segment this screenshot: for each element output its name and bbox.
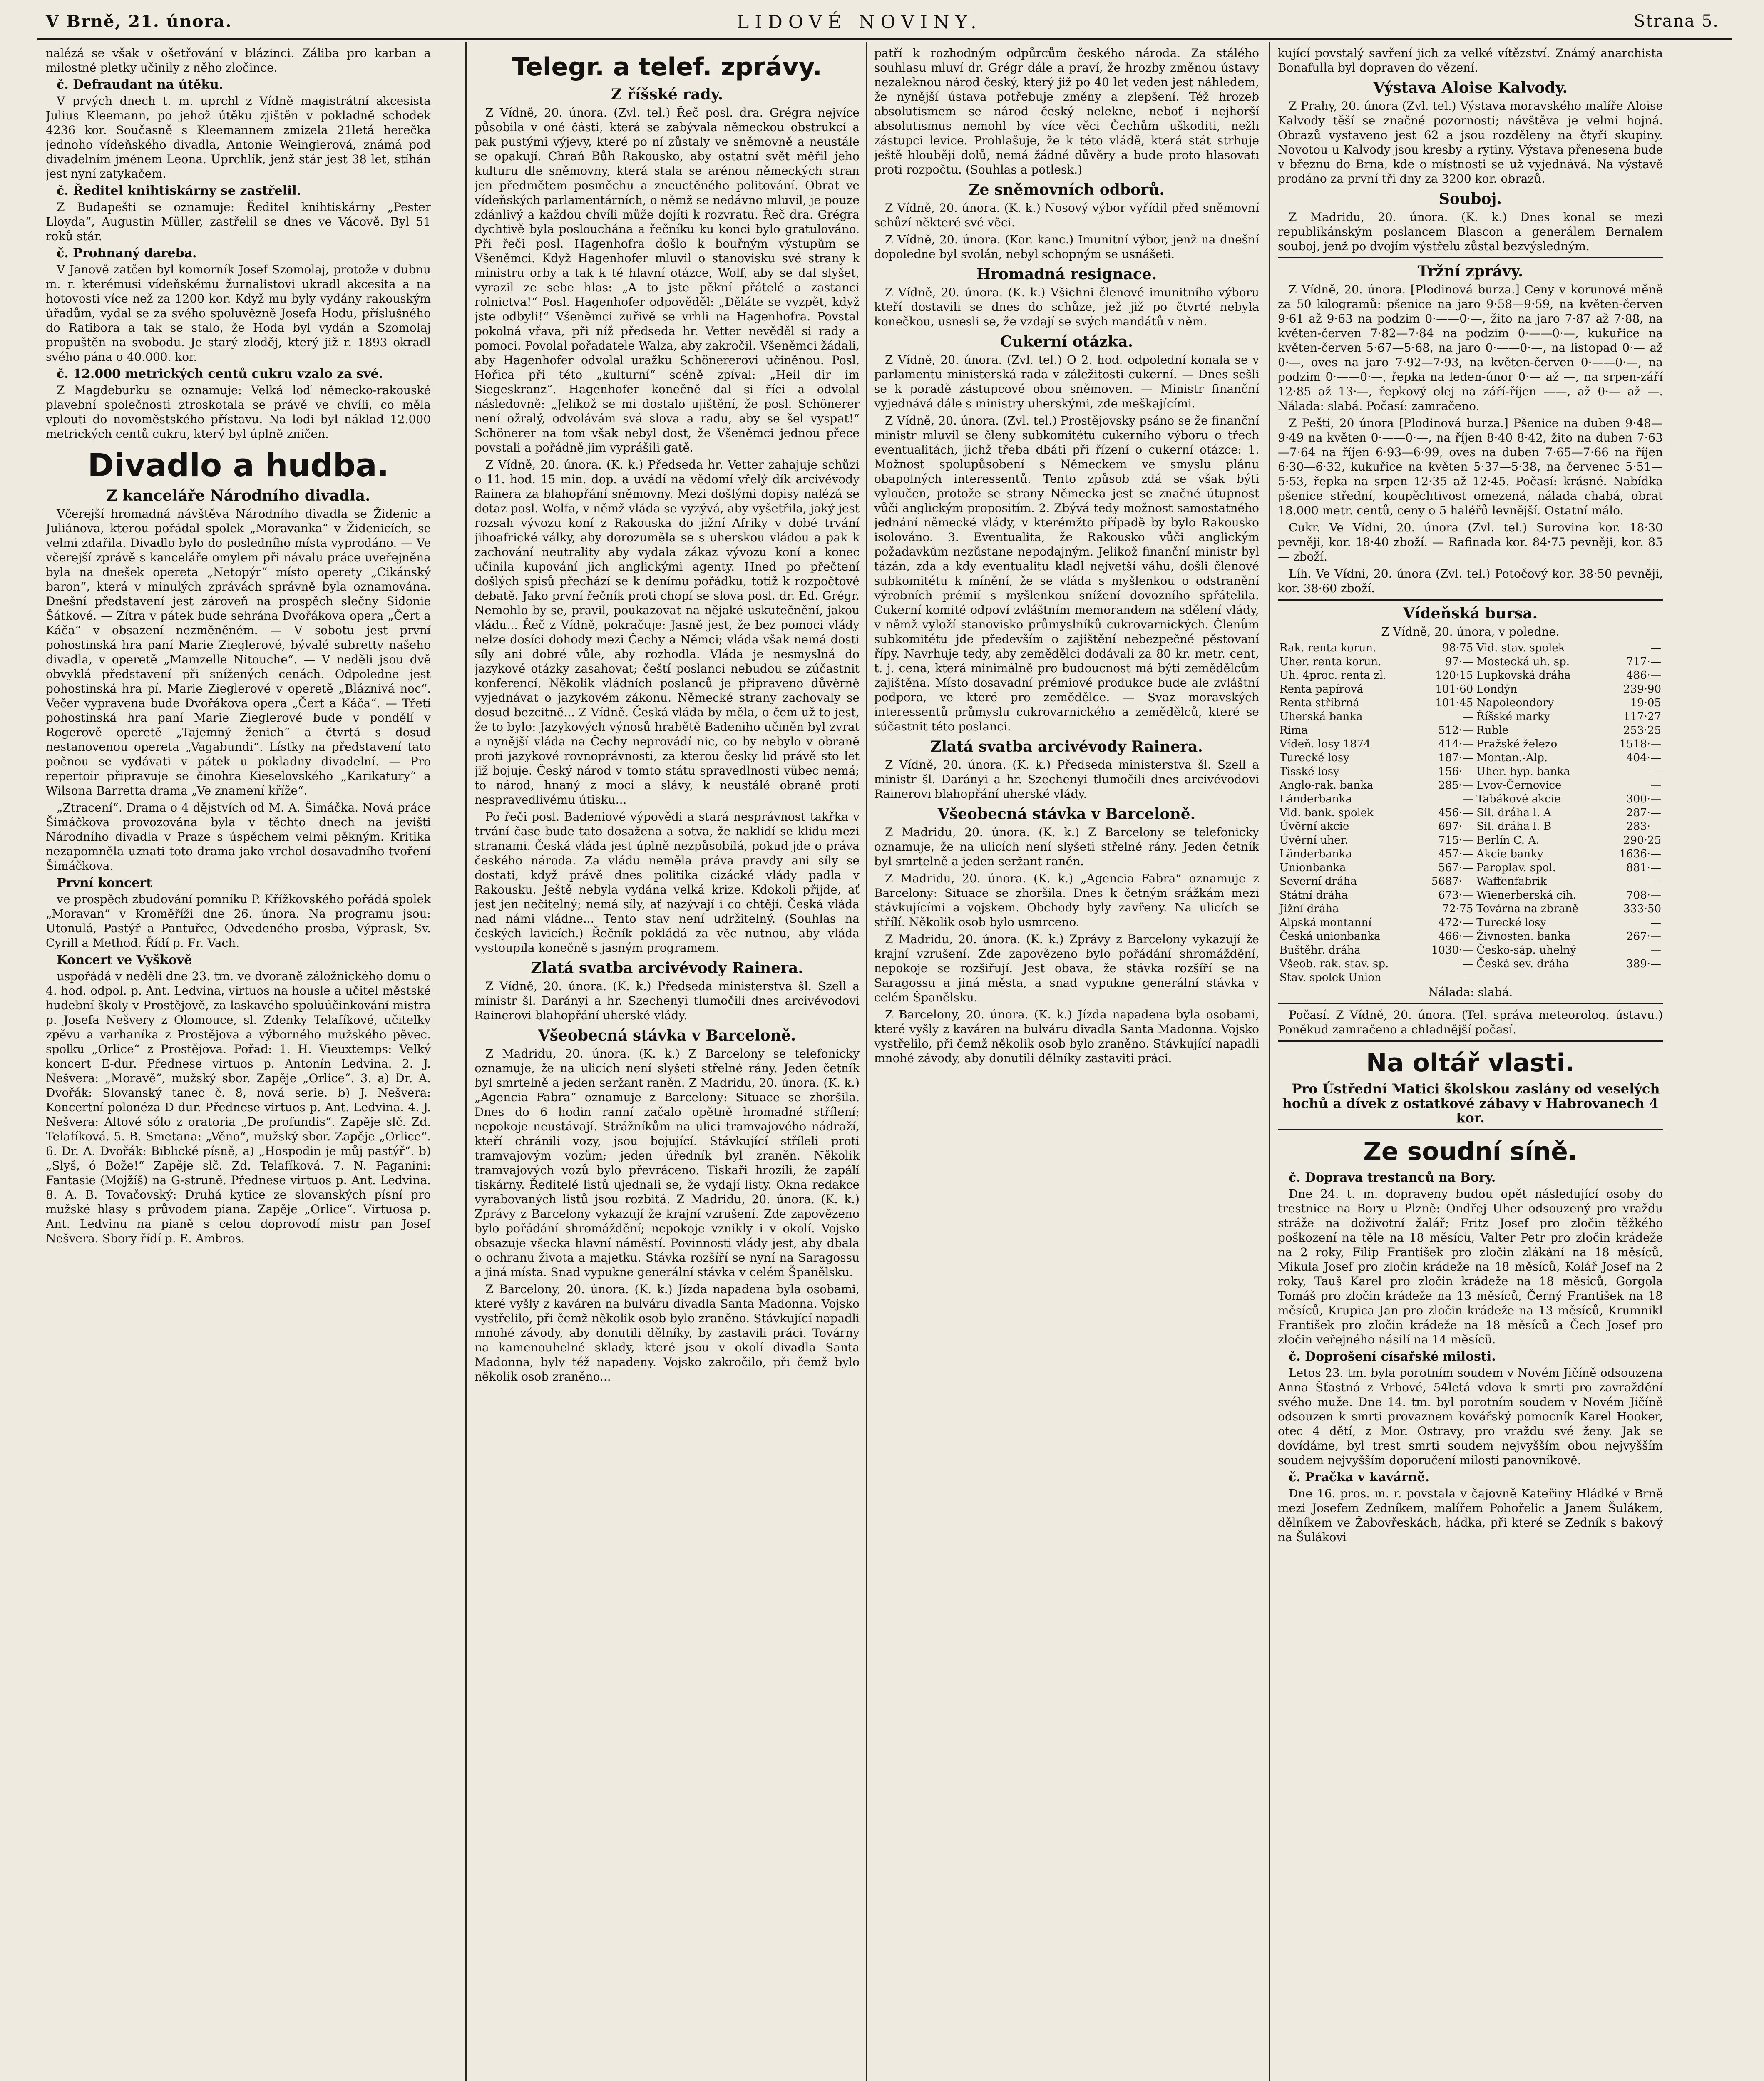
subsection-title: Všeobecná stávka v Barceloně. (538, 1027, 796, 1044)
bourse-dateline: Z Vídně, 20. února, v poledne. (1381, 625, 1560, 638)
newspaper-title: LIDOVÉ NOVINY. (737, 12, 982, 33)
bourse-security: Stav. spolek Union (1280, 971, 1381, 984)
bourse-price: 101·45 (1435, 697, 1473, 709)
subsection-title: Zlatá svatba arcivévody Rainera. (531, 959, 803, 977)
column-2 (475, 46, 860, 2081)
article-text: „Ztracení“. Drama o 4 dějstvích od M. A. Šimáčka. Nová práce Šimáčkova provozována byla v těchto dnech na jevišti Národního divadla v Praze s úspěchem velmi pěkným. Kritika nezapomněla uznati toto drama jako vrchol dosavadního tvoření Šimáčkova. (46, 801, 431, 873)
bourse-row (1278, 683, 1663, 696)
bourse-security: Severní dráha (1280, 875, 1357, 888)
bourse-price: 472·— (1438, 916, 1473, 929)
subsection-title: Vídeňská bursa. (1403, 605, 1538, 622)
bourse-row (1278, 710, 1663, 724)
article-continuation: kující povstalý savření jich za velké vítězství. Známý anarchista Bonafulla byl dopraven do vězení. (1278, 46, 1663, 74)
bourse-row (1278, 875, 1663, 889)
article-text: Z Vídně, 20. února. (K. k.) Předseda ministerstva šl. Szell a ministr šl. Darányi a hr. Szechenyi tlumočili dnes arcivévodovi Rainerovi blahopřání uherské vlády. (475, 979, 860, 1022)
bourse-price: 72·75 (1442, 903, 1473, 915)
bourse-security: Turecké losy (1280, 752, 1349, 764)
bourse-security: Rima (1280, 724, 1308, 737)
bourse-security: Státní dráha (1280, 889, 1348, 901)
bourse-price: 715·— (1438, 834, 1473, 847)
bourse-security: Ruble (1476, 724, 1508, 737)
bourse-price: 717·— (1626, 656, 1661, 668)
bourse-row (1278, 792, 1663, 806)
article-headline: č. Defraudant na útěku. (57, 77, 224, 92)
subsection-title: Všeobecná stávka v Barceloně. (937, 805, 1196, 823)
bourse-row (1278, 765, 1663, 779)
bourse-price: 117·27 (1623, 710, 1661, 723)
bourse-price: 512·— (1438, 724, 1473, 737)
article-text: Z Madridu, 20. února. (K. k.) Z Barcelony se telefonicky oznamuje, že na ulicích není slyšeti střelné rány. Jeden četník byl smrtelně a jeden seržant raněn. Z Madridu, 20. února. (K. k.) „Agencia Fabra“ oznamuje z Barcelony: Situace se zhoršila. Dnes do 6 hodin ranní začalo opětně hromadné střílení; nepokoje neustávají. Strážníkům na ulici tramvajového nádraží, kteří chránili vozy, jsou bojující. Stávkující stříleli proti tramvajovým vozům; jeden úředník byl zraněn. Několik tramvajových vozů bylo převráceno. Tiskaři hrozili, že zapálí tiskárny. Ředitelé listů ujednali se, že vydají listy. Okna redakce vyrabovaných listů jsou rozbitá. Z Madridu, 20. února. (K. k.) Zprávy z Barcelony vykazují že krajní vzrušení. Zde zapovězeno bylo pořádání shromáždění; nepokoje vznikly i v okolí. Vojsko obsazuje všecka hlavní náměstí. Povinnosti vlády jest, aby dbala o ochranu života a majetku. Stávka rozšíří se nyní na Saragossu a jiná místa. Snad vypukne generální stávka v celém Španělsku. (475, 1047, 860, 1279)
subsection-title: Z říšské rady. (611, 86, 723, 103)
bourse-security: Buštěhr. dráha (1280, 944, 1361, 956)
article-text: V prvých dnech t. m. uprchl z Vídně magistrátní akcesista Julius Kleemann, po jehož útěku zjištěn v pokladně schodek 4236 kor. Současně s Kleemannem zmizela 21letá herečka jednoho vídeňského divadla, Antonie Weingierová, známá pod divadelním jménem Leona. Uprchlík, jenž stár jest 38 let, stíhán jest nyní zatykačem. (46, 94, 431, 181)
article-text: Z Vídně, 20. února. (K. k.) Předseda hr. Vetter zahajuje schůzi o 11. hod. 15 min. dop. a uvádí na vědomí vřelý dík arcivévody Rainera za blahopřání sněmovny. Mezi došlými dopisy nalézá se dotaz posl. Wolfa, v němž vláda se vyzývá, aby vyšetřila, jaký jest rozsah vývozu koní z Rakouska do jižní Afriky v dobé trvání jihoafrické války, aby dorozuměla se s uherskou vládou a pak k zachování neutrality aby vydala zákaz vývozu koní a konec učinila kupování jich anglickými agenty. Hned po přečtení došlých spisů přechází se k denímu pořádku, totiž k rozpočtové debatě. Jako první řečník proti chopí se slova posl. dr. Ed. Grégr. Nemohlo by se, pravil, poukazovat na nějaké uskutečnění, jakou vládu... Řeč z Vídně, pokračuje: Jasně jest, že bez pomoci vlády nelze dosíci dohody mezi Čechy a Němci; vláda však nemá dosti síly ani dobré vůle, aby rozhodla. Vláda je nesmyslná do jazykové otázky zasahovat; čeští poslanci nebudou se zúčastnit konferencí. Několik vládních poslanců je připraveno důvěrně vyjednávat o jazykovém zákonu. Německé strany zachovaly se dosud bezcitně... Z Vídně. Česká vláda by měla, o čem už to jest, že to bylo: Jazykových výnosů hrabětě Badeniho učiněn byl zvrat a nynější vláda na Čechy neprovádí nic, co by nebylo v obraně proti jazykové rovnoprávnosti, za kterou česky lid právě sto let již bojuje. Český národ v tomto státu spravedlnosti vůbec nemá; to národ, hnaný z moci a slávy, k neustálé obraně proti nespravedlivému útisku... (475, 458, 860, 807)
bourse-security: Anglo-rak. banka (1280, 779, 1374, 792)
bourse-security: Napoleondory (1476, 697, 1554, 709)
bourse-price: 120·15 (1435, 669, 1473, 682)
bourse-price: 697·— (1438, 820, 1473, 833)
market-report: Líh. Ve Vídni, 20. února (Zvl. tel.) Potočový kor. 38·50 pevněji, kor. 38·60 zboží. (1278, 567, 1663, 595)
article-headline: První koncert (57, 876, 152, 890)
bourse-row (1278, 889, 1663, 902)
bourse-row (1278, 779, 1663, 792)
bourse-security: Sil. dráha l. B (1476, 820, 1552, 833)
bourse-price: 1636·— (1619, 848, 1661, 860)
bourse-price: 156·— (1438, 765, 1473, 778)
article-text: Z Vídně, 20. února. (Zvl. tel.) Prostějovsky psáno se že finanční ministr mluvil se členy subkomitétu cukerního výboru o třech eventualitách, jichž třeba dbáti při řízení o cukerní otázce: 1. Možnost spolupůsobení s Německem ve smyslu plánu obapolných interessentů. Tento způsob zdá se však býti vyloučen, protože se strany Německa jest se značné útupnost vůči anglickým propositím. 2. Zbývá tedy možnost samostatného jednání německé vlády, v kterémžto případě by bylo Rakousko isolováno. 3. Eventualita, že Rakousko vůči anglickým požadavkům nezůstane nepodajným. Jelikož finanční ministr byl tázán, zda a kdy eventualitu kladl nejvetší váhu, došli členové subkomitétu k mínění, že se vláda s myšlenkou o odstranění výrobních prémií s myšlenkou snížení dovozního spřátelila. Cukerní komité odpoví zvláštním memorandem na sdělení vlády, v němž vyloží stanovisko průmyslníků cukrovarnických. Členům subkomitétu jde především o zajištění nebezpečné pěstovaní řípy. Navrhuje tedy, aby zemědělci dodávali za 80 kr. metr. cent, t. j. cena, která minimálně pro budoucnost má býti zemědělcům zajištěna. Místo dosavadní prémiové produkce bude ale zvláštní podpora, ve které pro zemědělce. — Svaz moravských interessentů průmyslu cukrovarnického a zemědělců, které se súčastnit této poslanci. (874, 414, 1259, 733)
bourse-security: Vid. bank. spolek (1280, 807, 1374, 819)
article-text: Z Vídně, 20. února. (K. k.) Nosový výbor vyřídil před sněmovní schůzí některé své věci. (874, 201, 1259, 229)
bourse-price: 567·— (1438, 862, 1473, 874)
article-text: Z Madridu, 20. února. (K. k.) Z Barcelony se telefonicky oznamuje, že na ulicích není slyšeti střelné rány. Jeden četník byl smrtelně a jeden seržant raněn. (874, 825, 1259, 868)
bourse-price: — (1650, 642, 1661, 654)
market-report: Cukr. Ve Vídni, 20. února (Zvl. tel.) Surovina kor. 18·30 pevněji, kor. 18·40 zboží. — Rafinada kor. 84·75 pevněji, kor. 85 — zboží. (1278, 521, 1663, 564)
bourse-price: — (1462, 793, 1473, 805)
column-divider (866, 42, 867, 2081)
bourse-security: Továrna na zbraně (1476, 903, 1579, 915)
article-headline: č. Doprava trestanců na Bory. (1289, 1170, 1496, 1185)
bourse-price: — (1650, 916, 1661, 929)
bourse-security: Pražské železo (1476, 738, 1558, 750)
bourse-price: 333·50 (1623, 903, 1661, 915)
article-text: Z Magdeburku se oznamuje: Velká loď německo-rakouské plavební společnosti ztroskotala se právě ve chvíli, co měla vplouti do novoměstského přístavu. Na lodi byl náklad 12.000 metrických centů cukru, který byl úplně zničen. (46, 383, 431, 441)
bourse-price: — (1462, 971, 1473, 984)
bourse-security: Unionbanka (1280, 862, 1346, 874)
bourse-price: 486·— (1626, 669, 1661, 682)
bourse-security: Berlín C. A. (1476, 834, 1540, 847)
bourse-security: Vídeň. losy 1874 (1280, 738, 1371, 750)
article-text: Z Vídně, 20. února. (K. k.) Všichni členové imunitního výboru kteří dostavili se dnes do schůze, jež již po čtvrté nebyla konečkou, usnesli se, že vzdají se svých mandátů v něm. (874, 286, 1259, 328)
bourse-security: Montan.-Alp. (1476, 752, 1548, 764)
bourse-row (1278, 738, 1663, 751)
article-headline: č. Doprošení císařské milosti. (1289, 1349, 1496, 1364)
market-report: Z Vídně, 20. února. [Plodinová burza.] Ceny v korunové měně za 50 kilogramů: pšenice na jaro 9·58—9·59, na květen-červen 9·61 až 9·63 na podzim 0·——0·—, žito na jaro 7·87 až 7·88, na květen-červen 7·82—7·84 na podzim 0·——0·—, kukuřice na květen-červen 5·67—5·68, na jaro 0·——0·—, na listopad 0·— až 0·—, oves na jaro 7·92—7·93, na květen-červen 0·——0·—, na podzim 0·——0·—, řepka na leden-únor 0·— až —, na srpen-září 12·85 až 13·—, řepkový olej na září-říjen ——, až 0·— až —. Nálada: slabá. Počasí: zamračeno. (1278, 283, 1663, 413)
bourse-row (1278, 834, 1663, 847)
article-continuation: patří k rozhodným odpůrcům českého národa. Za stálého souhlasu mluví dr. Grégr dále a praví, že hrozby změnou ústavy nezaleknou národ český, který již po 40 let veden jest náhledem, že nynější ústava potřebuje změny a zlepšení. Též hrozeb absolutismem se národ český nelekne, neboť i nejhorší absolutismus nemohl by více věci Čechům uškoditi, nežli zástupci levice. Prohlašuje, že k této vládě, která stát strhuje ještě hlouběji dolů, nemá žádné důvěry a bude proto hlasovati proti rozpočtu. (Souhlas a potlesk.) (874, 46, 1259, 176)
subsection-title: Souboj. (1439, 190, 1502, 208)
article-headline: č. Pračka v kavárně. (1289, 1470, 1430, 1485)
article-text: Z Vídně, 20. února. (K. k.) Předseda ministerstva šl. Szell a ministr šl. Darányi a hr. Szechenyi tlumočili dnes arcivévodovi Rainerovi blahopřání uherské vlády. (874, 758, 1259, 801)
bourse-row (1278, 806, 1663, 820)
bourse-price: 5687·— (1431, 875, 1473, 888)
section-title: Telegr. a telef. zprávy. (512, 52, 822, 82)
article-text: Z Barcelony, 20. února. (K. k.) Jízda napadena byla osobami, které vyšly z kaváren na bulváru divadla Santa Madonna. Vojsko vystřelilo, při čemž několik osob bylo zraněno. Stávkující napadli mnohé závody, aby donutili dělníky, by zastavili práci. Továrny na kamenouhelné sklady, které jsou v okolí divadla Santa Madonna, byly též napadeny. Vojsko zakročilo, při čemž bylo několik osob zraněno... (475, 1282, 860, 1383)
article-text: Včerejší hromadná návštěva Národního divadla se Židenic a Juliánova, kterou pořádal spolek „Moravanka“ v Židenicích, se velmi zdařila. Divadlo bylo do posledního místa vyprodáno. — Ve včerejší zprávě s kanceláře omylem při návalu práce uveřejněna byla na dnešek opereta „Netopýr“ místo operety „Cikánský baron“, která v minulých zprávách správně byla oznamována. Dnešní představení jest zároveň na prospěch slečny Sidonie Šátkové. — Zítra v pátek bude sehrána Dvořákova opera „Čert a Káča“ v obsazení nezměněném. — V sobotu jest první pohostinská hra paní Marie Zieglerové, bývalé subretty našeho divadla, v operetě „Mamzelle Nitouche“. — V neděli jsou dvě obvyklá představení při snížených cenách. Odpoledne jest pohostinská hra pí. Marie Zieglerové v operetě „Bláznivá noc“. Večer vypravena bude Dvořákova opera „Čert a Káča“. — Třetí pohostinská hra paní Marie Zieglerové bude v pondělí v Rogerově operetě „Tajemný ženich“ a čtvrtá s dosud nestanovenou opereta „Vagabundi“. Lístky na představení tato počnou se vydávati v pátek u pokladny divadelní. — Pro repertoir připravuje se činohra Kieselovského „Karikatury“ a Wilsona Barretta drama „Ve znamení kříže“. (46, 507, 431, 797)
bourse-price: 290·25 (1623, 834, 1661, 847)
bourse-security: Všeob. rak. stav. sp. (1280, 958, 1389, 970)
bourse-price: 1518·— (1619, 738, 1661, 750)
article-text: Z Madridu, 20. února. (K. k.) Zprávy z Barcelony vykazují že krajní vzrušení. Zde zapovězeno bylo pořádání shromáždění, nepokoje se rozšiřují. Jest obava, že stávka rozšíří se na Saragossu a jiná města, a snad vypukne generální stávka v celém Španělsku. (874, 932, 1259, 1004)
bourse-price: 456·— (1438, 807, 1473, 819)
column-1 (46, 46, 431, 2081)
bourse-security: Lupkovská dráha (1476, 669, 1571, 682)
bourse-row (1278, 971, 1663, 985)
bourse-security: Uherská banka (1280, 710, 1363, 723)
bourse-security: Paroplav. spol. (1476, 862, 1556, 874)
article-text: uspořádá v neděli dne 23. tm. ve dvoraně záložnického domu o 4. hod. odpol. p. Ant. Ledvina, virtuos na housle a učitel městské hudební školy v Prostějově, za laskavého spoluúčinkování mistra p. Josefa Nešvery z Olomouce, sl. Zdenky Telafíkové, učitelky zpěvu a varhaníka z Prostějova a výborného mužského pěvec. spolku „Orlice“ z Prostějova. Pořad: 1. H. Vieuxtemps: Velký koncert E-dur. Přednese virtuos p. Antonín Ledvina. 2. J. Nešvera: „Moravě“, mužský sbor. Zapěje „Orlice“. 3. a) Dr. A. Dvořák: Slovanský tanec č. 8, nová serie. b) J. Nešvera: Koncertní polonéza D dur. Přednese virtuos p. Ant. Ledvina. 4. J. Nešvera: Altové sólo z oratoria „De profundis“. Zapěje slč. Zd. Telafíková. 5. B. Smetana: „Věno“, mužský sbor. Zapěje „Orlice“. 6. Dr. A. Dvořák: Biblické písně, a) „Hospodin je můj pastýř“. b) „Slyš, ó Bože!“ Zapěje slč. Zd. Telafíková. 7. N. Paganini: Fantasie (Mojžíš) na G-struně. Přednese virtuos p. Ant. Ledvina. 8. A. B. Tovačovský: Druhá kytice ze slovanských písní pro mužské hlasy s průvodem piana. Zapěje „Orlice“. Virtuosa p. Ant. Ledvinu na pianě s celou doprovodí mistr pan Josef Nešvera. Sbory řídí p. E. Ambros. (46, 969, 431, 1245)
section-rule (1278, 257, 1663, 258)
article-text: Letos 23. tm. byla porotním soudem v Novém Jičíně odsouzena Anna Šťastná z Vrbové, 54letá vdova k smrti pro zavraždění svého muže. Dne 14. tm. byl porotním soudem v Novém Jičíně odsouzen k smrti provaznem kovářský pomocník Karel Hooker, otec 4 dětí, z Mor. Ostravy, pro vraždu své ženy. Jak se dovídáme, byl trest smrti soudem nejvyšším obou nejvyšším soudem nejvyšším doporučení milosti panovníkově. (1278, 1366, 1663, 1467)
column-divider (1269, 42, 1270, 2081)
article-text: Z Barcelony, 20. února. (K. k.) Jízda napadena byla osobami, které vyšly z kaváren na bulváru divadla Santa Madonna. Vojsko vystřelilo, při čemž několik osob bylo zraněno. Stávkující napadli mnohé závody, aby donutili dělníky zastaviti práci. (874, 1008, 1259, 1065)
article-headline: č. Ředitel knihtiskárny se zastřelil. (57, 184, 301, 198)
bourse-price: — (1462, 958, 1473, 970)
header-dateline: V Brně, 21. února. (46, 12, 232, 31)
section-title: Na oltář vlasti. (1366, 1048, 1575, 1078)
subsection-title: Z kanceláře Národního divadla. (106, 487, 370, 504)
article-text: Z Vídně, 20. února. (Zvl. tel.) Řeč posl. dra. Grégra nejvíce působila v oné části, která se zabývala německou obstrukcí a pak pustými výjevy, které po ní zůstaly ve sněmovně a neustále se opakují. Chrań Bůh Rakousko, aby ostatní svět měřil jeho kulturu dle sněmovny, která stala se arénou německých stran jen předmětem posměchu a zneuctěného politování. Obrat ve vídeňských parlamentárních, o němž se nedávno mluvil, je pouze zdánlivý a každou chvíli může dojíti k rozvratu. Řeč dra. Grégra dychtivě byla poslouchána a řečníku ku konci bylo gratulováno. Při řeči posl. Hagenhofra došlo k bouřným výstupům se Všeněmci. Když Hagenhofer mluvil o stanovisku své strany k ministru orby a tak k té hlavní otázce, Wolf, aby se dal slyšet, vyrazil ze sebe hlas: „A to jste pěkní přátelé a zastanci rolnictva!“ Posl. Hagenhofer odpověděl: „Děláte se vyzpět, když jste odbyli!“ Všeněmci zuřivě se vrhli na Hagenhofra. Povstal pokolná vřava, při níž předseda hr. Vetter nevěděl si rady a pomoci. Povolal pořadatele Walza, aby zakročil. Všeněmci žádali, aby Hagenhofer odvolal uražku Schönererovi učiněnou. Posl. Hořica při této „kulturní“ scéně zpíval: „Heil dir im Siegeskranz“. Hagenhofer konečně dal si říci a odvolal následovně: „Jelikož se mi dostalo ujištění, že posl. Schönerer není ožralý, odvolávám svá slova a radu, aby se šel vyspat!“ Schönerer na tom však nebyl dost, že Všeněmci jednou přece povstali a pořádně jim vyprášili gatě. (475, 106, 860, 454)
bourse-security: Waffenfabrik (1476, 875, 1547, 888)
bourse-price: 466·— (1438, 930, 1473, 943)
bourse-row (1278, 724, 1663, 738)
bourse-row (1278, 902, 1663, 916)
bourse-row (1278, 847, 1663, 861)
bourse-security: Úvěrní akcie (1280, 820, 1349, 833)
bourse-price: 19·05 (1630, 697, 1661, 709)
subsection-title: Ze sněmovních odborů. (969, 181, 1165, 199)
bourse-row (1278, 957, 1663, 971)
section-title: Ze soudní síně. (1363, 1137, 1578, 1166)
bourse-price: 881·— (1626, 862, 1661, 874)
bourse-security: Česká unionbanka (1280, 930, 1381, 943)
bourse-mood: Nálada: slabá. (1428, 985, 1513, 999)
bourse-row (1278, 641, 1663, 655)
bourse-security: Renta papírová (1280, 683, 1364, 695)
bourse-security: Říšské marky (1476, 710, 1550, 723)
article-text: Z Madridu, 20. února. (K. k.) „Agencia Fabra“ oznamuje z Barcelony: Situace se zhoršila. Dnes k četným srážkám mezi stávkujícími a vojskem. Obchody byly zavřeny. Na ulicích se střílí. Několik osob bylo usmrceno. (874, 872, 1259, 929)
article-text: Dne 24. t. m. dopraveny budou opět následující osoby do trestnice na Bory u Plzně: Ondřej Uher odsouzený pro vraždu stráže na doživotní žalář; Fritz Josef pro zločin těžkého poškození na těle na 18 měsíců, Valter Petr pro zločin krádeže na 2 roky, Filip František pro zločin zlákání na 18 měsíců, Mikula Josef pro zločin krádeže na 18 měsíců, Kolář Josef na 2 roky, Tauš Karel pro zločin krádeže na 18 měsíců, Gorgola Tomáš pro zločin krádeže na 13 měsíců, Černý František na 18 měsíců, Krupica Jan pro zločin krádeže na 13 měsíců, Krumnikl František pro zločin krádeže na 18 měsíců a Čech Josef pro zločin veřejného násilí na 14 měsíců. (1278, 1187, 1663, 1346)
bourse-security: Živnosten. banka (1476, 930, 1571, 943)
bourse-security: Renta stříbrná (1280, 697, 1359, 709)
column-4 (1278, 46, 1663, 2081)
section-rule (1278, 1040, 1663, 1042)
article-headline: č. 12.000 metrických centů cukru vzalo za své. (57, 367, 383, 381)
article-headline: č. Prohnaný darebа. (57, 246, 197, 261)
bourse-price: 414·— (1438, 738, 1473, 750)
bourse-price: 97·— (1445, 656, 1473, 668)
section-rule (1278, 1003, 1663, 1004)
bourse-row (1278, 820, 1663, 834)
bourse-row (1278, 861, 1663, 875)
subsection-title: Hromadná resignace. (976, 266, 1157, 283)
subsection-title: Výstava Aloise Kalvody. (1373, 79, 1568, 97)
bourse-row (1278, 751, 1663, 765)
bourse-security: Uher. renta korun. (1280, 656, 1381, 668)
article-text: Z Vídně, 20. února. (Zvl. tel.) O 2. hod. odpolední konala se v parlamentu ministerská rada v záležitosti cukerní. — Dnes sešli se k poradě zástupcové obou sněmoven. — Ministr finanční vyjednává dále s ministry uherskými, zde meškajícími. (874, 353, 1259, 410)
bourse-price: 287·— (1626, 807, 1661, 819)
bourse-price: 283·— (1626, 820, 1661, 833)
subsection-title: Cukerní otázka. (1000, 333, 1133, 350)
bourse-security: Länderbanka (1280, 848, 1352, 860)
bourse-price: — (1650, 779, 1661, 792)
bourse-price: — (1462, 710, 1473, 723)
bourse-security: Turecké losy (1476, 916, 1547, 929)
bourse-price: 239·90 (1623, 683, 1661, 695)
article-text: Z Prahy, 20. února (Zvl. tel.) Výstava moravského malíře Aloise Kalvody těší se značné pozornosti; návštěva je velmi hojná. Obrazů vystaveno jest 62 a jsou rozděleny na čtyři skupiny. Novotou u Kalvody jsou kresby a rytiny. Výstava přenesena bude v březnu do Brna, kde o místnosti se už vyjednává. Na výstavě prodáno za první tři dny za 3200 kor. obrazů. (1278, 99, 1663, 186)
page-header (46, 12, 1719, 37)
bourse-security: Uh. 4proc. renta zl. (1280, 669, 1386, 682)
column-divider (465, 42, 467, 2081)
bourse-security: Alpská montanní (1280, 916, 1372, 929)
column-3 (874, 46, 1259, 2081)
subsection-title: Zlatá svatba arcivévody Rainera. (930, 738, 1203, 755)
bourse-row (1278, 696, 1663, 710)
bourse-price: 285·— (1438, 779, 1473, 792)
bourse-security: Lánderbanka (1280, 793, 1352, 805)
bourse-price: 1030·— (1431, 944, 1473, 956)
article-text: Z Budapešti se oznamuje: Ředitel knihtiskárny „Pester Lloyda“, Augustin Müller, zastřelil se dnes ve Vácově. Byl 51 roků stár. (46, 200, 431, 243)
bourse-price: 253·25 (1623, 724, 1661, 737)
bourse-security: Rak. renta korun. (1280, 642, 1376, 654)
bourse-price: 389·— (1626, 958, 1661, 970)
section-title: Divadlo a hudba. (87, 447, 389, 484)
bourse-price: 457·— (1438, 848, 1473, 860)
bourse-price: 708·— (1626, 889, 1661, 901)
bourse-security: Česká sev. dráha (1476, 958, 1569, 970)
bourse-security: Tisské losy (1280, 765, 1339, 778)
donation-note: Pro Ústřední Matici školskou zaslány od veselých hochů a dívek z ostatkové zábavy v Habrovanech 4 kor. (1282, 1081, 1660, 1126)
article-text: Z Madridu, 20. února. (K. k.) Dnes konal se mezi republikánským poslancem Blascon a generálem Bernalem souboj, jenž po dvojím výstřelu zůstal bezvýsledným. (1278, 210, 1663, 253)
bourse-empty (1606, 971, 1663, 985)
bourse-security: Úvěrní uher. (1280, 834, 1348, 847)
bourse-security: Londýn (1476, 683, 1517, 695)
article-text: Po řeči posl. Badeniové výpovědi a stará nesprávnost takřka v trvání čase bude tato dosažena a sotva, že naklidí se klidu mezi stranami. Česká vláda jest úplně nezpůsobilá, pokud jde o práva českého národa. Za vládu neměla práva pravdy ani síly se dostati, když právě dnes politika cizácké vlády padla v Rakousku. Ještě nebyla vydána velká krize. Kdokoli přijde, ať jest jen nečitelný; nemá síly, ať nazývají i co chtějí. Česká vláda nad námi vládne... Tento stav není udržitelný. (Souhlas na českých lavicích.) Řečník pokládá za věc nutnou, aby vláda vystoupila konečně s jasným programem. (475, 810, 860, 955)
article-headline: Koncert ve Vyškově (57, 953, 192, 967)
bourse-price: 404·— (1626, 752, 1661, 764)
bourse-security: Vid. stav. spolek (1476, 642, 1565, 654)
article-text: Dne 16. pros. m. r. povstala v čajovně Kateřiny Hládké v Brně mezi Josefem Zedníkem, malířem Pohořelic a Janem Šulákem, dělníkem ve Žabovřeskách, hádka, při které se Zedník s bakový na Šulákovi (1278, 1487, 1663, 1544)
bourse-security: Sil. dráha l. A (1476, 807, 1551, 819)
bourse-security: Wienerberská cih. (1476, 889, 1576, 901)
bourse-security: Akcie banky (1476, 848, 1543, 860)
bourse-table (1278, 641, 1663, 985)
bourse-security: Česko-sáp. uhelný (1476, 944, 1576, 956)
bourse-empty (1475, 971, 1606, 985)
section-rule (1278, 1129, 1663, 1130)
bourse-row (1278, 669, 1663, 683)
article-text: V Janově zatčen byl komorník Josef Szomolaj, protože v dubnu m. r. kterémusi vídeňskému žurnalistovi ukradl akcesitа a na hotovosti více než za 1200 kor. Když mu byly vydány rakouským úřadům, vydal se za svého spoluvězně Josefa Hodu, příslušného do Ratibora a tak se stalo, že Hoda byl vydán a Szomolaj propuštěn na svobodu. Je starý zloděj, který již r. 1893 okradl svého pána o 40.000. kor. (46, 263, 431, 364)
bourse-price: 300·— (1626, 793, 1661, 805)
bourse-price: 673·— (1438, 889, 1473, 901)
bourse-row (1278, 930, 1663, 944)
section-rule (1278, 599, 1663, 601)
article-text: Z Vídně, 20. února. (Kor. kanc.) Imunitní výbor, jenž na dnešní dopoledne byl svolán, nebyl schopným se usnášeti. (874, 233, 1259, 261)
bourse-security: Uher. hyp. banka (1476, 765, 1570, 778)
bourse-row (1278, 944, 1663, 957)
bourse-security: Jižní dráha (1280, 903, 1339, 915)
bourse-row (1278, 916, 1663, 930)
page-number: Strana 5. (1634, 12, 1719, 31)
subsection-title: Tržní zprávy. (1417, 263, 1523, 280)
bourse-row (1278, 655, 1663, 669)
bourse-price: 187·— (1438, 752, 1473, 764)
bourse-price: — (1650, 875, 1661, 888)
bourse-security: Lvov-Černovice (1476, 779, 1562, 792)
market-report: Z Pešti, 20 února [Plodinová burza.] Pšenice na duben 9·48—9·49 na květen 0·——0·—, na říjen 8·40 8·42, žito na duben 7·63—7·64 na říjen 6·93—6·99, oves na duben 7·65—7·66 na říjen 6·30—6·32, kukuřice na květen 5·37—5·38, na červenec 5·51—5·53, řepka na srpen 12·35 až 12·45. Počasí: krásné. Nabídka pšenice střední, koupěchtivost omezená, nálada chabá, obrat 18.000 metr. centů, ceny o 5 haléřů levnější. Ostatní málo. (1278, 416, 1663, 517)
bourse-price: 98·75 (1442, 642, 1473, 654)
article-text: ve prospěch zbudování pomníku P. Křížkovského pořádá spolek „Moravan“ v Kroměříži dne 26. února. Na programu jsou: Utonulá, Pastýř a Pantuřec, Odvedeného prosba, Výprask, Sv. Cyrill a Method. Řídí p. Fr. Vach. (46, 892, 431, 950)
bourse-price: — (1650, 944, 1661, 956)
header-rule (37, 38, 1732, 40)
weather-report: Počasí. Z Vídně, 20. února. (Tel. správa meteorolog. ústavu.) Poněkud zamračeno a chladnější počasí. (1278, 1008, 1663, 1036)
bourse-price: 267·— (1626, 930, 1661, 943)
bourse-price: 101·60 (1435, 683, 1473, 695)
bourse-price: — (1650, 765, 1661, 778)
bourse-security: Tabákové akcie (1476, 793, 1561, 805)
bourse-security: Mostecká uh. sp. (1476, 656, 1570, 668)
article-continuation: nalézá se však v ošetřování v blázinci. Záliba pro karban a milostné pletky učinily z něho zločince. (46, 46, 431, 74)
